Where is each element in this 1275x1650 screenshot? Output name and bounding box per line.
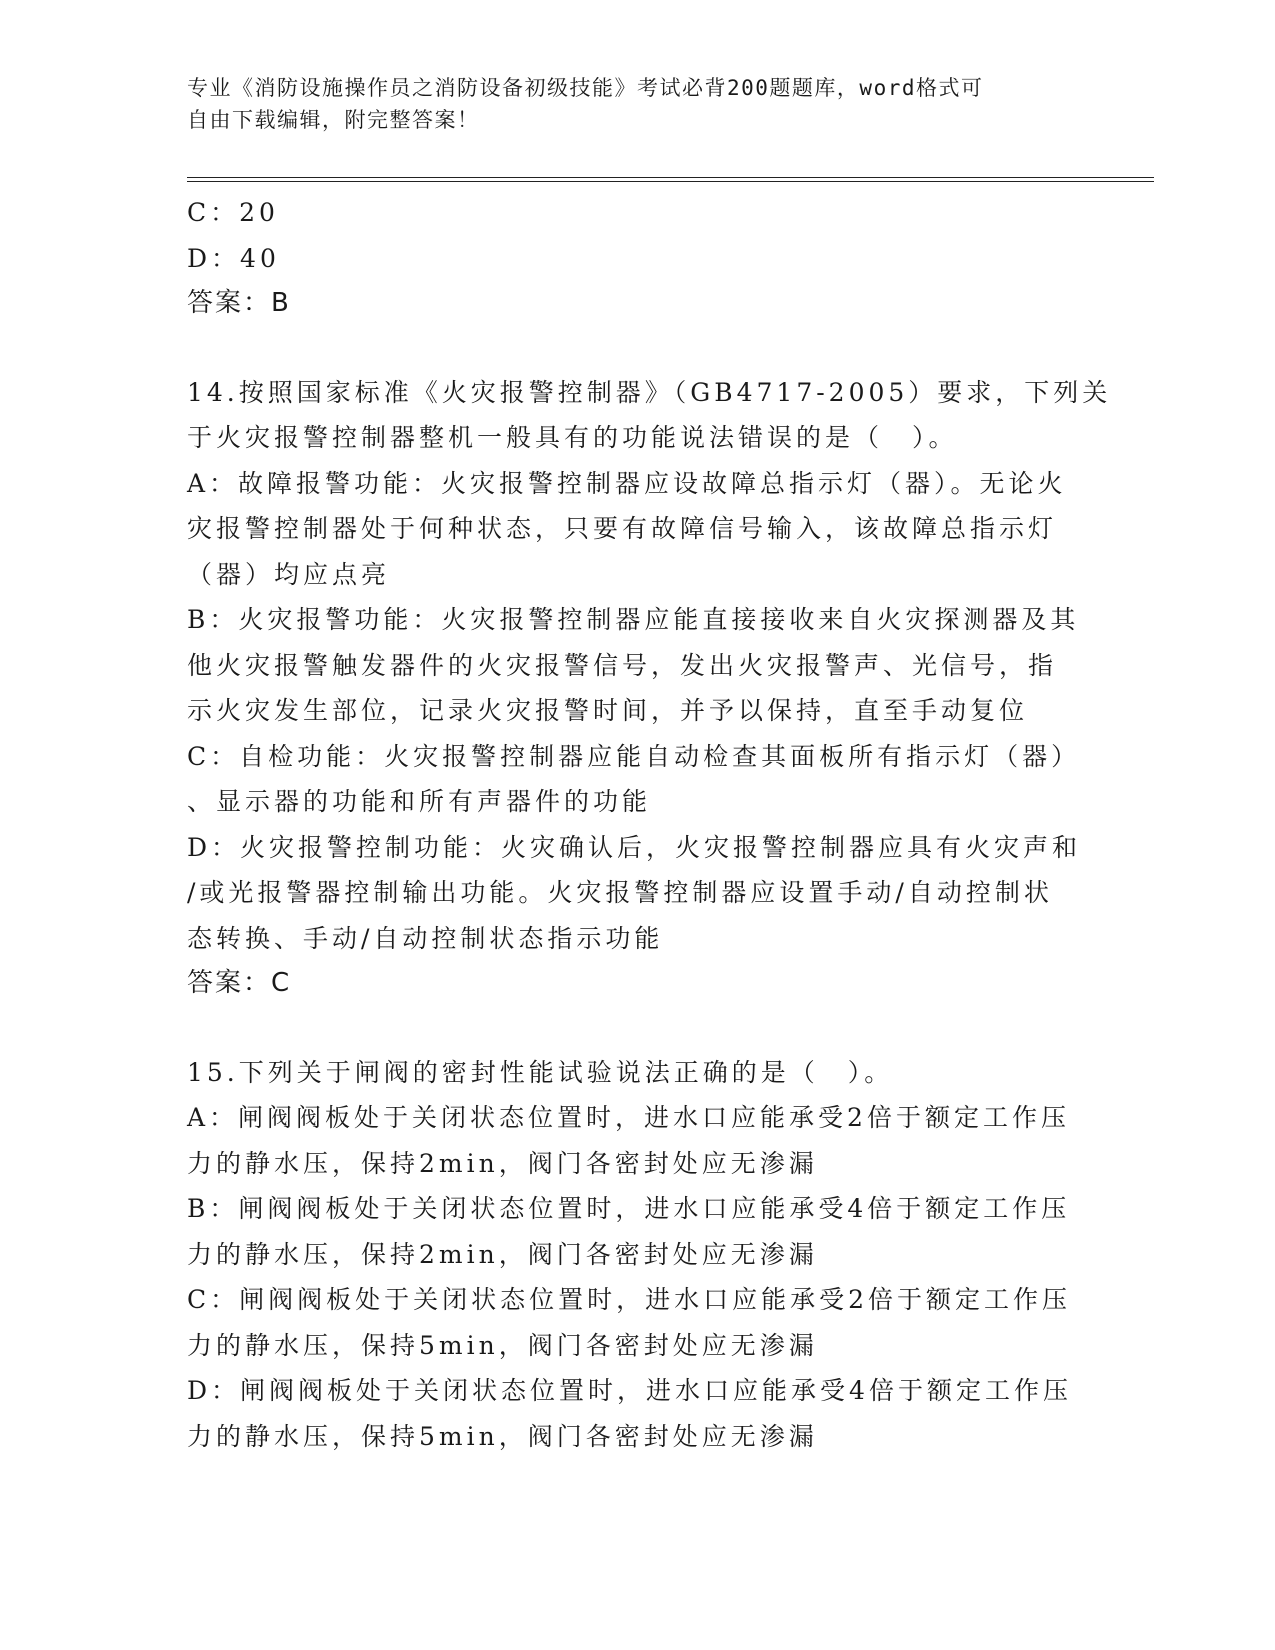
- q14-option-d-line: 态转换、手动/自动控制状态指示功能: [187, 923, 664, 953]
- q15-option-a-line: A：闸阀阀板处于关闭状态位置时，进水口应能承受2倍于额定工作压: [187, 1103, 1070, 1132]
- question-13-tail: [187, 190, 1087, 327]
- q14-stem-line: 于火灾报警控制器整机一般具有的功能说法错误的是（ ）。: [187, 423, 958, 452]
- spacer: [187, 1007, 1087, 1050]
- q13-option-c: C：20: [187, 198, 279, 227]
- question-14: [187, 370, 1112, 1007]
- header-divider-top: [187, 177, 1154, 178]
- page-header: [187, 72, 1067, 136]
- q14-option-c-line: 、显示器的功能和所有声器件的功能: [187, 787, 652, 816]
- document-body: [187, 190, 1112, 1459]
- spacer: [187, 327, 1087, 370]
- q14-option-b-line: B：火灾报警功能：火灾报警控制器应能直接接收来自火灾探测器及其: [187, 605, 1080, 634]
- q15-option-d-line: 力的静水压，保持5min，阀门各密封处应无渗漏: [187, 1421, 818, 1451]
- header-title-line-1: 专业《消防设施操作员之消防设备初级技能》考试必背200题题库，word格式可: [187, 76, 984, 100]
- q15-option-b-line: 力的静水压，保持2min，阀门各密封处应无渗漏: [187, 1239, 818, 1269]
- q13-answer: 答案：B: [187, 288, 291, 318]
- q15-option-c-line: C：闸阀阀板处于关闭状态位置时，进水口应能承受2倍于额定工作压: [187, 1285, 1072, 1314]
- q14-option-d-line: /或光报警器控制输出功能。火灾报警控制器应设置手动/自动控制状: [187, 878, 1053, 907]
- question-15: [187, 1050, 1087, 1460]
- header-divider-bottom: [187, 181, 1154, 182]
- q14-option-d-line: D：火灾报警控制功能：火灾确认后，火灾报警控制器应具有火灾声和: [187, 832, 1082, 862]
- q15-option-a-line: 力的静水压，保持2min，阀门各密封处应无渗漏: [187, 1148, 818, 1178]
- q15-option-d-line: D：闸阀阀板处于关闭状态位置时，进水口应能承受4倍于额定工作压: [187, 1376, 1072, 1405]
- q14-option-a-line: （器）均应点亮: [187, 559, 391, 589]
- q14-option-b-line: 他火灾报警触发器件的火灾报警信号，发出火灾报警声、光信号，指: [187, 650, 1058, 680]
- q14-option-a-line: 灾报警控制器处于何种状态，只要有故障信号输入，该故障总指示灯: [187, 514, 1058, 543]
- q15-stem-line: 15.下列关于闸阀的密封性能试验说法正确的是（ ）。: [187, 1057, 894, 1087]
- q14-answer: 答案：C: [187, 968, 292, 998]
- q13-option-d: D：40: [187, 243, 280, 273]
- q15-option-b-line: B：闸阀阀板处于关闭状态位置时，进水口应能承受4倍于额定工作压: [187, 1194, 1071, 1223]
- q14-stem-line: 14.按照国家标准《火灾报警控制器》（GB4717-2005）要求，下列关: [187, 377, 1112, 407]
- q14-option-b-line: 示火灾发生部位，记录火灾报警时间，并予以保持，直至手动复位: [187, 696, 1029, 725]
- q15-option-c-line: 力的静水压，保持5min，阀门各密封处应无渗漏: [187, 1330, 818, 1360]
- q14-option-c-line: C：自检功能：火灾报警控制器应能自动检查其面板所有指示灯（器）: [187, 741, 1081, 771]
- q14-option-a-line: A：故障报警功能：火灾报警控制器应设故障总指示灯（器）。无论火: [187, 468, 1067, 498]
- header-title-line-2: 自由下载编辑，附完整答案！: [187, 108, 480, 132]
